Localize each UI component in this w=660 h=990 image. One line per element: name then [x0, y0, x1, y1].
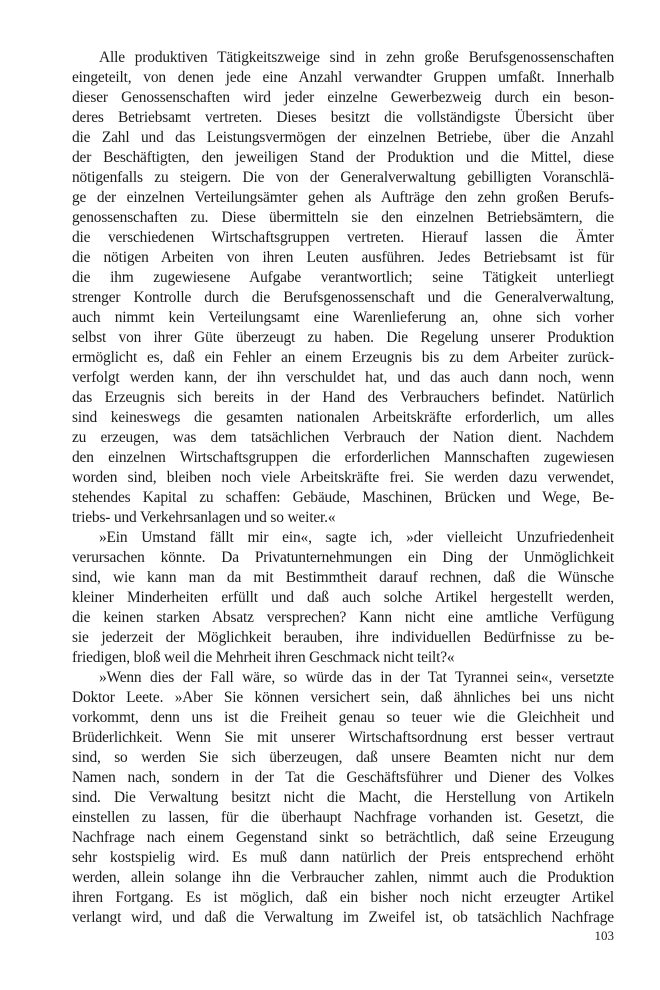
text-line: stehendes Kapital zu schaffen: Gebäude, Maschinen, Brücken und Wege, Be- [72, 489, 614, 506]
text-line: dieser Genossenschaften wird jeder einzelne Gewerbezweig durch ein beson- [72, 89, 614, 106]
text-line: ge der einzelnen Verteilungsämter gehen als Aufträge den zehn großen Berufs- [72, 189, 614, 206]
text-line: kleiner Minderheiten erfüllt und daß auch solche Artikel hergestellt werden, [72, 589, 614, 606]
text-line: die verschiedenen Wirtschaftsgruppen vertreten. Hierauf lassen die Ämter [72, 229, 614, 246]
text-line: sind keineswegs die gesamten nationalen Arbeitskräfte erforderlich, um alles [72, 409, 614, 426]
text-line: der Beschäftigten, den jeweiligen Stand der Produktion und die Mittel, diese [72, 149, 614, 166]
text-block [72, 48, 614, 928]
text-line: deres Betriebsamt vertreten. Dieses besitzt die vollständigste Übersicht über [72, 109, 614, 126]
text-line: ermöglicht es, daß ein Fehler an einem Erzeugnis bis zu dem Arbeiter zurück- [72, 349, 614, 366]
text-line: Nachfrage nach einem Gegenstand sinkt so beträchtlich, daß seine Erzeugung [72, 829, 614, 846]
text-line: verfolgt werden kann, der ihn verschuldet hat, und das auch dann noch, wenn [72, 369, 614, 386]
text-line: genossenschaften zu. Diese übermitteln sie den einzelnen Betriebsämtern, die [72, 209, 614, 226]
text-line: »Wenn dies der Fall wäre, so würde das in der Tat Tyrannei sein«, versetzte [99, 669, 614, 686]
paragraph-2 [72, 528, 614, 668]
text-line: nötigenfalls zu steigern. Die von der Generalverwaltung gebilligten Voranschlä- [72, 169, 614, 186]
text-line: zu erzeugen, was dem tatsächlichen Verbrauch der Nation dient. Nachdem [72, 429, 614, 446]
text-line: einstellen zu lassen, für die überhaupt Nachfrage vorhanden ist. Gesetzt, die [72, 809, 614, 826]
text-line: sind. Die Verwaltung besitzt nicht die Macht, die Herstellung von Artikeln [72, 789, 614, 806]
paragraph-3 [72, 668, 614, 928]
text-line: Namen nach, sondern in der Tat die Geschäftsführer und Diener des Volkes [72, 769, 614, 786]
text-line: sie jederzeit der Möglichkeit berauben, ihre individuellen Bedürfnisse zu be- [72, 629, 614, 646]
text-line: sind, so werden Sie sich überzeugen, daß unsere Beamten nicht nur dem [72, 749, 614, 766]
text-line: die nötigen Arbeiten von ihren Leuten ausführen. Jedes Betriebsamt ist für [72, 249, 614, 266]
text-line: sind, wie kann man da mit Bestimmtheit darauf rechnen, daß die Wünsche [72, 569, 614, 586]
text-line: verursachen könnte. Da Privatunternehmungen ein Ding der Unmöglichkeit [72, 549, 614, 566]
text-line: das Erzeugnis sich bereits in der Hand des Verbrauchers befindet. Natürlich [72, 389, 614, 406]
text-line: »Ein Umstand fällt mir ein«, sagte ich, »der vielleicht Unzufriedenheit [99, 529, 614, 546]
text-line: strenger Kontrolle durch die Berufsgenossenschaft und die Generalverwaltung, [72, 289, 614, 306]
text-line: Doktor Leete. »Aber Sie können versichert sein, daß ähnliches bei uns nicht [72, 689, 614, 706]
text-line: triebs- und Verkehrsanlagen und so weiter.« [72, 509, 336, 526]
text-line: die keinen starken Absatz versprechen? Kann nicht eine amtliche Verfügung [72, 609, 614, 626]
text-line: die ihm zugewiesene Aufgabe verantwortlich; seine Tätigkeit unterliegt [72, 269, 614, 286]
text-line: selbst von ihrer Güte überzeugt zu haben. Die Regelung unserer Produktion [72, 329, 614, 346]
page-number: 103 [594, 928, 614, 943]
text-line: sehr kostspielig wird. Es muß dann natürlich der Preis entsprechend erhöht [72, 849, 614, 866]
text-line: die Zahl und das Leistungsvermögen der einzelnen Betriebe, über die Anzahl [72, 129, 614, 146]
text-line: worden sind, bleiben noch viele Arbeitskräfte frei. Sie werden dazu verwendet, [72, 469, 614, 486]
text-line: Alle produktiven Tätigkeitszweige sind in zehn große Berufsgenossenschaften [99, 49, 614, 66]
text-line: verlangt wird, und daß die Verwaltung im Zweifel ist, ob tatsächlich Nachfrage [72, 909, 614, 926]
text-line: ihren Fortgang. Es ist möglich, daß ein bisher noch nicht erzeugter Artikel [72, 889, 614, 906]
text-line: friedigen, bloß weil die Mehrheit ihren Geschmack nicht teilt?« [72, 649, 455, 666]
text-line: Brüderlichkeit. Wenn Sie mit unserer Wirtschaftsordnung erst besser vertraut [72, 729, 614, 746]
text-line: vorkommt, denn uns ist die Freiheit genau so teuer wie die Gleichheit und [72, 709, 614, 726]
text-line: eingeteilt, von denen jede eine Anzahl verwandter Gruppen umfaßt. Innerhalb [72, 69, 614, 86]
text-line: auch nimmt kein Verteilungsamt eine Warenlieferung an, ohne sich vorher [72, 309, 614, 326]
paragraph-1 [72, 48, 614, 528]
text-line: werden, allein solange ihn die Verbraucher zahlen, nimmt auch die Produktion [72, 869, 614, 886]
text-line: den einzelnen Wirtschaftsgruppen die erforderlichen Mannschaften zugewiesen [72, 449, 614, 466]
